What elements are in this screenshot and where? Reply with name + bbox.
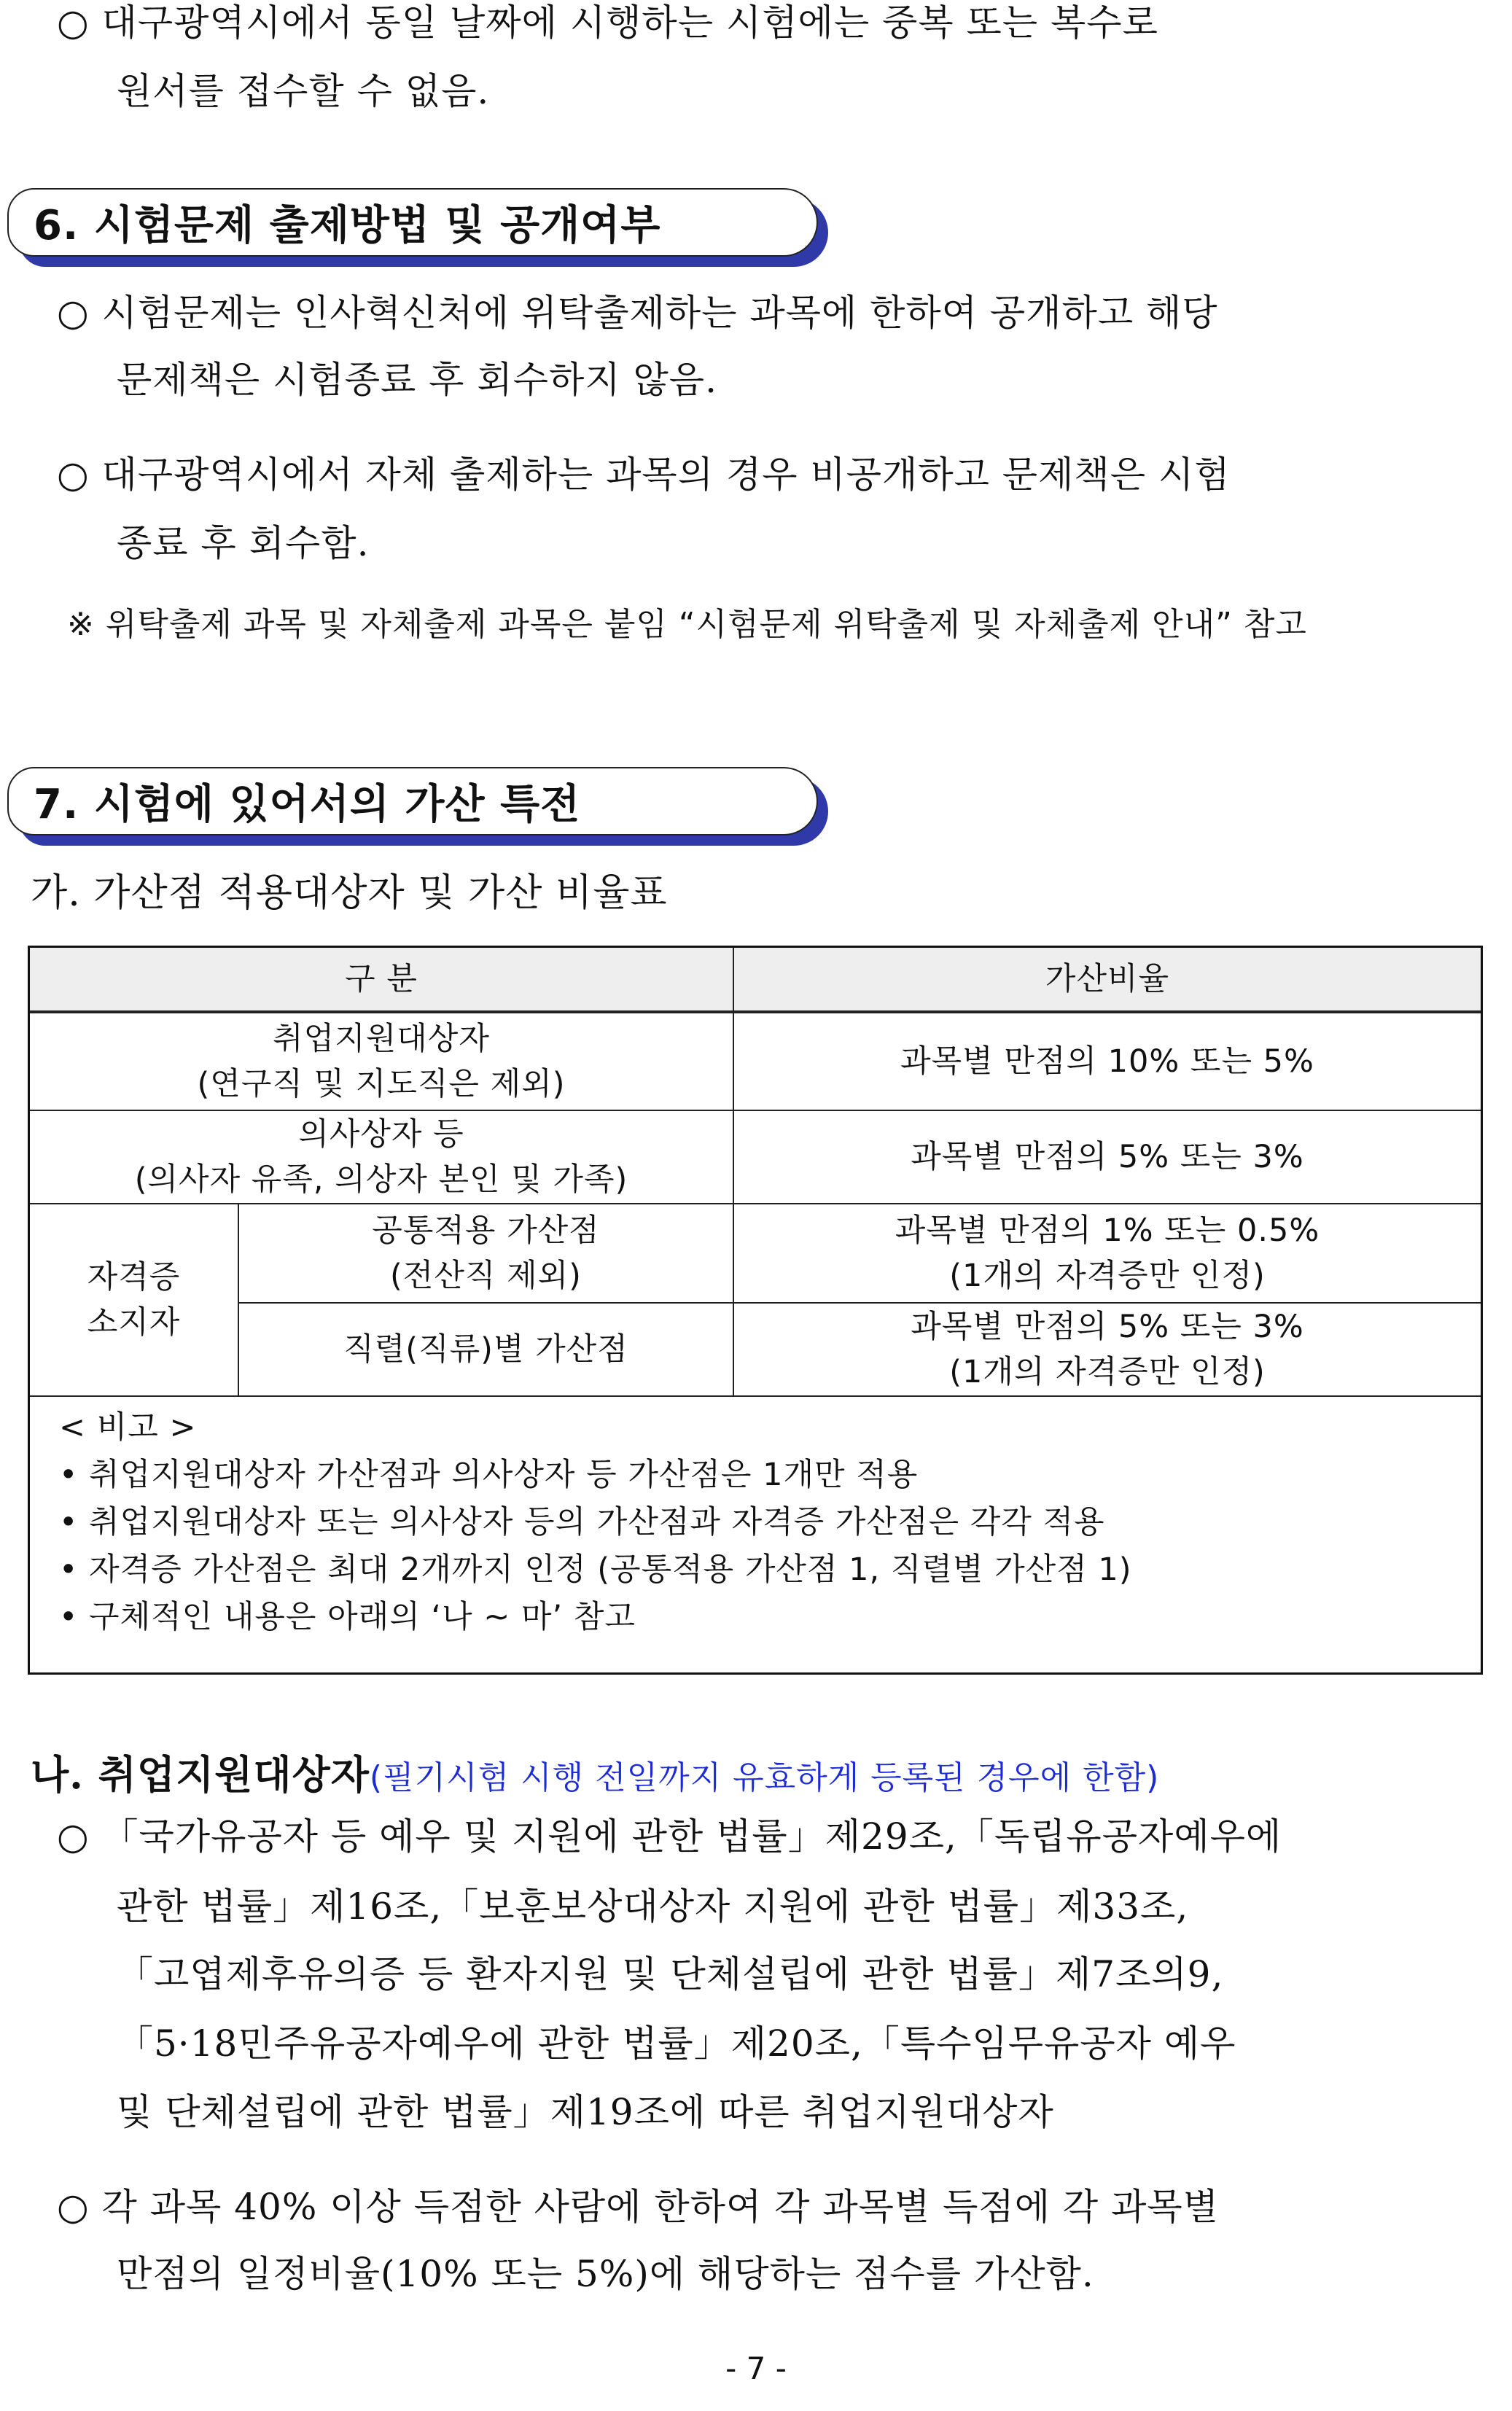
bonus-rate-table [28,946,1483,1675]
sub-b-note: (필기시험 시행 전일까지 유효하게 등록된 경우에 한함) [369,1759,1160,1796]
circle-bullet-icon: ○ [57,1815,90,1858]
section6-note: ※ 위탁출제 과목 및 자체출제 과목은 붙임 “시험문제 위탁출제 및 자체출제 안내” 참고 [67,606,1307,643]
top-bullet-line2: 원서를 접수할 수 없음. [117,70,490,112]
row1-line2: (연구직 및 지도직은 제외) [197,1066,566,1102]
row4-rate [734,1304,1481,1395]
row1-category [30,1013,733,1110]
score-line2: 만점의 일정비율(10% 또는 5%)에 해당하는 점수를 가산함. [117,2253,1094,2295]
table-remarks [59,1404,1132,1641]
score-line1: 각 과목 40% 이상 득점한 사람에 한하여 각 과목별 득점에 각 과목별 [101,2186,1220,2228]
header-category-label: 구 분 [345,961,418,997]
row3-category [239,1204,733,1302]
section6-item1 [57,292,1218,334]
cert-label-line1: 자격증 [87,1259,181,1296]
row4-rate-line1: 과목별 만점의 5% 또는 3% [911,1309,1304,1345]
section6-item2-line2: 종료 후 회수함. [117,522,370,564]
section6-item2-line1: 대구광역시에서 자체 출제하는 과목의 경우 비공개하고 문제책은 시험 [101,453,1231,496]
circle-bullet-icon: ○ [57,1,90,44]
row3-line1: 공통적용 가산점 [372,1212,600,1249]
circle-bullet-icon: ○ [57,453,90,496]
section7-header [7,767,828,846]
top-bullet [57,1,1158,44]
row1-rate-text: 과목별 만점의 10% 또는 5% [900,1043,1314,1080]
remark-item: • 취업지원대상자 또는 의사상자 등의 가산점과 자격증 가산점은 각각 적용 [59,1504,1105,1541]
circle-bullet-icon: ○ [57,292,90,334]
law-line: 관한 법률」제16조,「보훈보상대상자 지원에 관한 법률」제33조, [117,1885,1189,1928]
row2-line1: 의사상자 등 [298,1116,464,1153]
score-item [57,2186,1220,2228]
row2-category [30,1111,733,1203]
row1-line1: 취업지원대상자 [273,1021,490,1057]
law-item [57,1815,1282,1858]
row2-line2: (의사자 유족, 의상자 본인 및 가족) [134,1161,628,1198]
law-line: 및 단체설립에 관한 법률」제19조에 따른 취업지원대상자 [117,2091,1054,2133]
section7-sub-a: 가. 가산점 적용대상자 및 가산 비율표 [31,871,668,915]
cert-label-line2: 소지자 [87,1304,181,1341]
remark-item: • 자격증 가산점은 최대 2개까지 인정 (공통적용 가산점 1, 직렬별 가산점 1) [59,1551,1132,1588]
row4-category [239,1304,733,1395]
row4-label: 직렬(직류)별 가산점 [343,1331,628,1368]
header-category [30,948,733,1010]
section6-header [7,188,828,267]
table-row-divider [30,1395,1481,1397]
section6-title: 6. 시험문제 출제방법 및 공개여부 [34,202,661,249]
row1-rate [734,1013,1481,1110]
row3-rate [734,1204,1481,1302]
cert-holder-label [30,1204,238,1395]
law-line: 「국가유공자 등 예우 및 지원에 관한 법률」제29조,「독립유공자예우에 [101,1815,1282,1858]
row3-rate-line1: 과목별 만점의 1% 또는 0.5% [895,1212,1320,1249]
section7-sub-b [31,1744,1159,1800]
row2-rate-text: 과목별 만점의 5% 또는 3% [911,1139,1304,1175]
header-rate-label: 가산비율 [1045,961,1170,997]
section6-item1-line1: 시험문제는 인사혁신처에 위탁출제하는 과목에 한하여 공개하고 해당 [101,292,1218,334]
section6-item2 [57,453,1231,496]
section6-item1-line2: 문제책은 시험종료 후 회수하지 않음. [117,359,717,401]
remarks-title: < 비고 > [59,1409,197,1446]
remark-item: • 취업지원대상자 가산점과 의사상자 등 가산점은 1개만 적용 [59,1457,919,1493]
law-line: 「5·18민주유공자예우에 관한 법률」제20조,「특수임무유공자 예우 [117,2022,1236,2065]
circle-bullet-icon: ○ [57,2186,90,2228]
section7-title: 7. 시험에 있어서의 가산 특전 [34,781,581,828]
law-line: 「고엽제후유의증 등 환자지원 및 단체설립에 관한 법률」제7조의9, [117,1953,1224,1995]
row2-rate [734,1111,1481,1203]
page-number: - 7 - [725,2350,787,2386]
top-bullet-line1: 대구광역시에서 동일 날짜에 시행하는 시험에는 중복 또는 복수로 [101,1,1158,44]
row3-line2: (전산직 제외) [390,1258,582,1294]
header-rate [734,948,1481,1010]
row3-rate-line2: (1개의 자격증만 인정) [949,1258,1266,1294]
remark-item: • 구체적인 내용은 아래의 ‘나 ~ 마’ 참고 [59,1599,636,1635]
sub-b-title: 나. 취업지원대상자 [31,1751,370,1798]
row4-rate-line2: (1개의 자격증만 인정) [949,1354,1266,1390]
